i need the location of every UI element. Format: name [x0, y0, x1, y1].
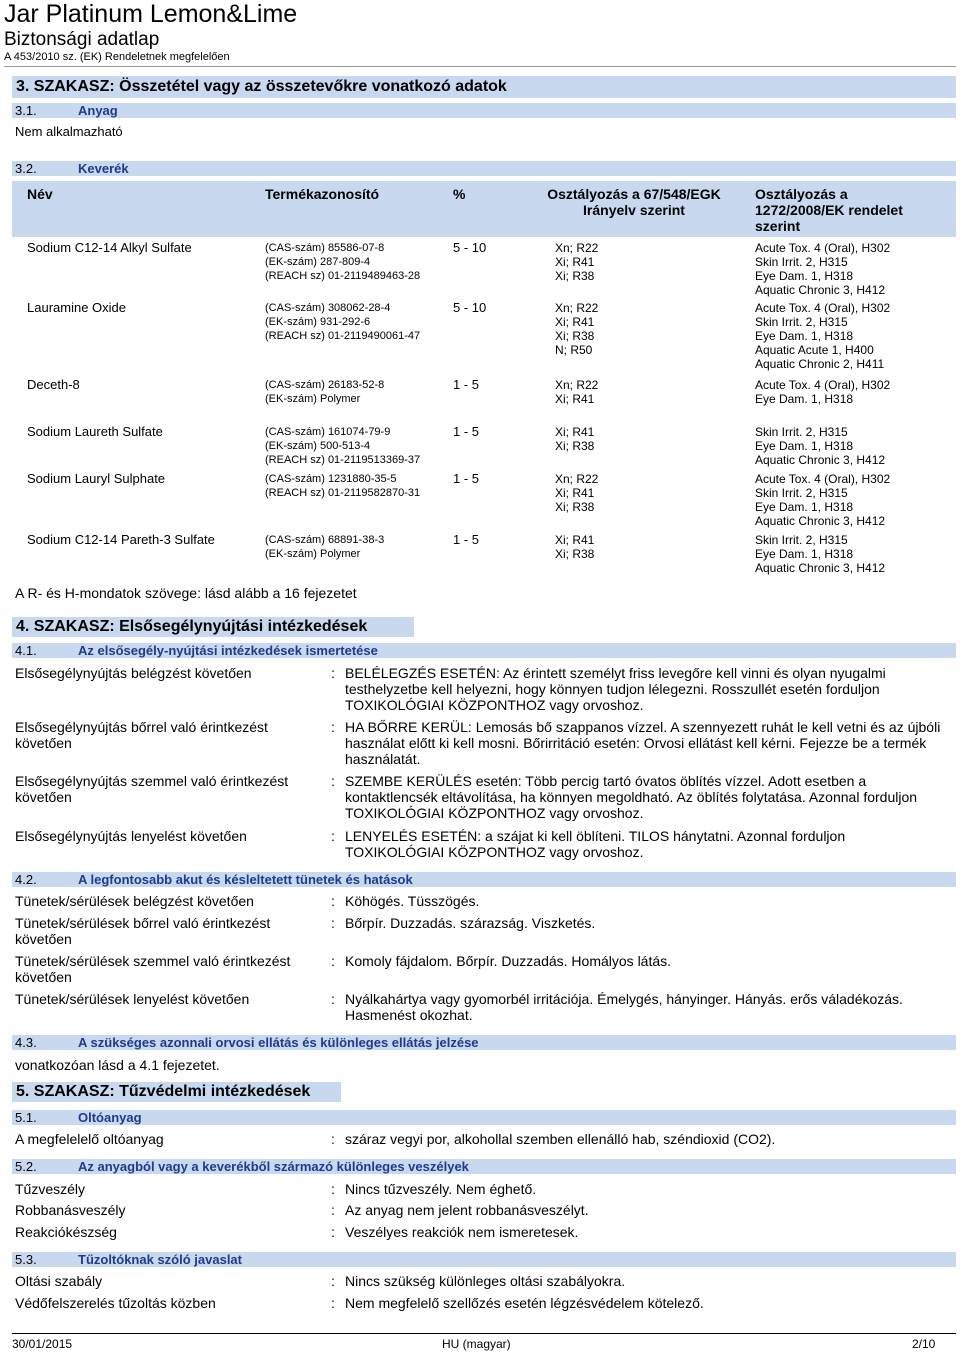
item-label-line: Elsősegélynyújtás belégzést követően [15, 665, 252, 681]
item-colon: : [331, 915, 335, 931]
header-percent: % [453, 186, 466, 202]
classification-line: Xi; R38 [555, 329, 595, 343]
classification-line: Eye Dam. 1, H318 [755, 329, 854, 343]
item-colon: : [331, 991, 335, 1007]
subsection-number: 4.1. [15, 643, 37, 658]
item-label-line: Tünetek/sérülések bőrrel való érintkezést [15, 915, 271, 931]
item-value [345, 828, 845, 860]
identifier-line: (EK-szám) 287-809-4 [265, 256, 371, 268]
item-colon: : [331, 719, 335, 735]
identifier-line: (EK-szám) 500-513-4 [265, 440, 371, 452]
component-identifiers [265, 472, 420, 500]
item-value-line: Köhögés. Tüsszögés. [345, 893, 480, 909]
classification-line: Acute Tox. 4 (Oral), H302 [755, 301, 891, 315]
classification-line: Skin Irrit. 2, H315 [755, 255, 848, 269]
subsection-number: 4.3. [15, 1035, 37, 1050]
item-value-line: Bőrpír. Duzzadás. szárazság. Viszketés. [345, 915, 596, 931]
item-label-line: Tünetek/sérülések belégzést követően [15, 893, 254, 909]
item-value: Nincs tűzveszély. Nem éghető. [345, 1181, 537, 1197]
subsection-label: A legfontosabb akut és késleltetett tünetek és hatások [78, 872, 413, 887]
item-label-line: követően [15, 735, 72, 751]
classification-line: Eye Dam. 1, H318 [755, 439, 854, 453]
classification-line: Aquatic Chronic 3, H412 [755, 561, 886, 575]
classification-67-548 [555, 425, 594, 453]
item-value [345, 953, 671, 969]
identifier-line: (REACH sz) 01-2119489463-28 [265, 270, 421, 282]
subsection-number: 5.1. [15, 1110, 37, 1125]
component-identifiers [265, 425, 420, 467]
item-value: száraz vegyi por, alkohollal szemben ellenálló hab, széndioxid (CO2). [345, 1131, 776, 1147]
component-name: Sodium Lauryl Sulphate [27, 471, 166, 486]
classification-line: Eye Dam. 1, H318 [755, 392, 854, 406]
subsection-3-2 [12, 161, 956, 176]
item-value [345, 991, 903, 1023]
classification-line: Skin Irrit. 2, H315 [755, 315, 848, 329]
subsection-label: Anyag [78, 103, 118, 118]
identifier-line: (REACH sz) 01-2119513369-37 [265, 454, 421, 466]
item-label [15, 953, 290, 985]
identifier-line: (CAS-szám) 68891-38-3 [265, 534, 385, 546]
classification-1272-2008 [755, 425, 885, 467]
section-4-heading: 4. SZAKASZ: Elsősegélynyújtási intézkedések [12, 617, 414, 637]
item-value: Nem megfelelő szellőzés esetén légzésvédelem kötelező. [345, 1295, 704, 1311]
item-value-line: LENYELÉS ESETÉN: a szájat ki kell öblíteni. TILOS hánytatni. Azonnal forduljon [345, 828, 846, 844]
classification-line: Skin Irrit. 2, H315 [755, 486, 848, 500]
footer-page-number: 2/10 [912, 1337, 936, 1351]
subsection-label: Oltóanyag [78, 1110, 142, 1125]
classification-line: Skin Irrit. 2, H315 [755, 425, 848, 439]
footer-divider [12, 1333, 956, 1334]
section-5-heading: 5. SZAKASZ: Tűzvédelmi intézkedések [12, 1082, 341, 1102]
item-value-line: Komoly fájdalom. Bőrpír. Duzzadás. Homályos látás. [345, 953, 672, 969]
item-label-line: Elsősegélynyújtás szemmel való érintkezést [15, 773, 289, 789]
classification-line: Xn; R22 [555, 241, 599, 255]
item-colon: : [331, 893, 335, 909]
subsection-3-1 [12, 103, 956, 118]
classification-line: Aquatic Chronic 2, H411 [755, 357, 885, 371]
identifier-line: (EK-szám) Polymer [265, 393, 361, 405]
item-label [15, 893, 254, 909]
header-name: Név [27, 186, 53, 202]
subsection-number: 5.2. [15, 1159, 37, 1174]
item-value-line: kontaktlencsék eltávolítása, ha könnyen megoldható. Az öblítés folytatása. Azonnal forduljon [345, 789, 918, 805]
item-label-line: követően [15, 931, 72, 947]
item-colon: : [331, 665, 335, 681]
item-label-line: Tünetek/sérülések lenyelést követően [15, 991, 250, 1007]
item-label [15, 719, 268, 751]
item-label: A megfelelelő oltóanyag [15, 1131, 164, 1147]
classification-line: Aquatic Acute 1, H400 [755, 343, 874, 357]
component-identifiers [265, 533, 384, 561]
item-value-line: testhelyzetbe kell helyezni, hogy könnyen tudjon lélegezni. Rosszullét esetén forduljon [345, 681, 880, 697]
subsection-label: Tűzoltóknak szóló javaslat [78, 1252, 242, 1267]
identifier-line: (EK-szám) 931-292-6 [265, 316, 371, 328]
component-percent: 5 - 10 [453, 240, 487, 255]
classification-67-548 [555, 533, 594, 561]
item-value [345, 915, 595, 931]
component-identifiers [265, 241, 420, 283]
classification-line: Xn; R22 [555, 378, 599, 392]
classification-line: Xn; R22 [555, 301, 599, 315]
subsection-5-2 [12, 1159, 956, 1174]
classification-line: Xi; R38 [555, 500, 595, 514]
header-class-67-548-line-2: Irányelv szerint [583, 202, 685, 218]
subsection-5-3 [12, 1252, 956, 1267]
subsection-label: Az elsősegély-nyújtási intézkedések ismertetése [78, 643, 378, 658]
identifier-line: (CAS-szám) 1231880-35-5 [265, 473, 397, 485]
component-percent: 1 - 5 [453, 471, 480, 486]
classification-line: Xi; R41 [555, 315, 595, 329]
item-colon: : [331, 1202, 335, 1218]
header-class-1272-line-2: 1272/2008/EK rendelet [755, 202, 903, 218]
component-percent: 1 - 5 [453, 424, 480, 439]
header-divider [4, 66, 956, 67]
item-label: Oltási szabály [15, 1273, 103, 1289]
item-label [15, 665, 252, 681]
document-title: Jar Platinum Lemon&Lime [4, 0, 298, 28]
footer-date: 30/01/2015 [12, 1337, 73, 1351]
medical-attention-note: vonatkozóan lásd a 4.1 fejezetet. [15, 1057, 220, 1073]
identifier-line: (REACH sz) 01-2119582870-31 [265, 487, 421, 499]
classification-line: Xi; R41 [555, 425, 595, 439]
subsection-4-1 [12, 643, 956, 658]
component-name: Lauramine Oxide [27, 300, 126, 315]
header-class-1272 [755, 186, 903, 234]
classification-line: Xi; R41 [555, 255, 595, 269]
item-value [345, 773, 917, 821]
item-value: Nincs szükség különleges oltási szabályokra. [345, 1273, 626, 1289]
item-label-line: Tünetek/sérülések szemmel való érintkezést [15, 953, 291, 969]
classification-line: Xi; R38 [555, 547, 595, 561]
document-subtitle: Biztonsági adatlap [4, 29, 160, 50]
item-colon: : [331, 1181, 335, 1197]
identifier-line: (CAS-szám) 161074-79-9 [265, 426, 391, 438]
classification-line: Xi; R41 [555, 392, 595, 406]
classification-line: N; R50 [555, 343, 593, 357]
identifier-line: (EK-szám) Polymer [265, 548, 361, 560]
subsection-number: 3.1. [15, 103, 37, 118]
header-class-67-548 [538, 186, 730, 218]
item-label: Tűzveszély [15, 1181, 86, 1197]
identifier-line: (CAS-szám) 85586-07-8 [265, 242, 385, 254]
classification-67-548 [555, 241, 598, 283]
subsection-label: Keverék [78, 161, 129, 176]
item-colon: : [331, 1131, 335, 1147]
classification-line: Eye Dam. 1, H318 [755, 500, 854, 514]
item-label [15, 773, 288, 805]
classification-line: Acute Tox. 4 (Oral), H302 [755, 378, 891, 392]
classification-line: Aquatic Chronic 3, H412 [755, 453, 886, 467]
r-h-phrases-note: A R- és H-mondatok szövege: lásd alább a 16 fejezetet [15, 585, 357, 601]
component-percent: 5 - 10 [453, 300, 487, 315]
item-value-line: Nyálkahártya vagy gyomorbél irritációja. Émelygés, hányinger. Hányás. erős váladékozás. [345, 991, 903, 1007]
classification-1272-2008 [755, 378, 890, 406]
subsection-4-2 [12, 872, 956, 887]
item-label [15, 828, 247, 844]
classification-67-548 [555, 301, 598, 357]
item-label: Robbanásveszély [15, 1202, 126, 1218]
subsection-number: 3.2. [15, 161, 37, 176]
component-name: Sodium C12-14 Alkyl Sulfate [27, 240, 192, 255]
subsection-5-1 [12, 1110, 956, 1125]
classification-line: Xi; R38 [555, 269, 595, 283]
subsection-4-3 [12, 1035, 956, 1050]
header-class-1272-line-3: szerint [755, 218, 801, 234]
component-name: Sodium C12-14 Pareth-3 Sulfate [27, 532, 215, 547]
header-class-1272-line-1: Osztályozás a [755, 186, 848, 202]
item-value-line: SZEMBE KERÜLÉS esetén: Több percig tartó óvatos öblítés vízzel. Adott esetben a [345, 773, 867, 789]
classification-line: Aquatic Chronic 3, H412 [755, 514, 886, 528]
regulation-line: A 453/2010 sz. (EK) Rendeletnek megfelelően [4, 51, 230, 63]
item-value: Az anyag nem jelent robbanásveszélyt. [345, 1202, 589, 1218]
item-value [345, 719, 940, 767]
item-value-line: használat előtt ki kell mosni. Bőrirritáció esetén: Orvosi ellátást kell kérni. Fejezze be a termék [345, 735, 927, 751]
classification-line: Xi; R41 [555, 486, 595, 500]
component-percent: 1 - 5 [453, 532, 480, 547]
header-class-67-548-line-1: Osztályozás a 67/548/EGK [547, 186, 721, 202]
classification-line: Xn; R22 [555, 472, 599, 486]
substance-note: Nem alkalmazható [15, 124, 123, 139]
component-name: Sodium Laureth Sulfate [27, 424, 163, 439]
classification-67-548 [555, 378, 598, 406]
classification-line: Skin Irrit. 2, H315 [755, 533, 848, 547]
classification-1272-2008 [755, 533, 885, 575]
item-value-line: TOXIKOLÓGIAI KÖZPONTHOZ vagy orvoshoz. [345, 697, 644, 713]
component-identifiers [265, 301, 420, 343]
footer-language: HU (magyar) [442, 1337, 511, 1351]
item-value [345, 665, 886, 713]
classification-line: Acute Tox. 4 (Oral), H302 [755, 472, 891, 486]
header-product-id: Termékazonosító [265, 186, 380, 202]
section-3-heading: 3. SZAKASZ: Összetétel vagy az összetevőkre vonatkozó adatok [12, 76, 956, 98]
item-colon: : [331, 1295, 335, 1311]
item-value-line: BELÉLEGZÉS ESETÉN: Az érintett személyt friss levegőre kell vinni és olyan nyugalmi [345, 665, 886, 681]
item-label-line: követően [15, 969, 72, 985]
item-label [15, 915, 270, 947]
item-label: Reakciókészség [15, 1224, 117, 1240]
classification-67-548 [555, 472, 598, 514]
item-value-line: HA BŐRRE KERÜL: Lemosás bő szappanos vízzel. A szennyezett ruhát le kell vetni és az újbóli [345, 719, 941, 735]
item-value-line: használatát. [345, 751, 421, 767]
identifier-line: (CAS-szám) 26183-52-8 [265, 379, 385, 391]
classification-line: Acute Tox. 4 (Oral), H302 [755, 241, 891, 255]
identifier-line: (CAS-szám) 308062-28-4 [265, 302, 391, 314]
item-value-line: TOXIKOLÓGIAI KÖZPONTHOZ vagy orvoshoz. [345, 805, 644, 821]
item-label [15, 991, 249, 1007]
component-name: Deceth-8 [27, 377, 80, 392]
item-label-line: Elsősegélynyújtás bőrrel való érintkezést [15, 719, 268, 735]
identifier-line: (REACH sz) 01-2119490061-47 [265, 330, 421, 342]
item-colon: : [331, 1273, 335, 1289]
item-label-line: Elsősegélynyújtás lenyelést követően [15, 828, 247, 844]
classification-1272-2008 [755, 472, 890, 528]
item-value [345, 893, 479, 909]
item-colon: : [331, 828, 335, 844]
item-value-line: Hasmenést okozhat. [345, 1007, 473, 1023]
classification-1272-2008 [755, 241, 890, 297]
classification-line: Eye Dam. 1, H318 [755, 269, 854, 283]
classification-1272-2008 [755, 301, 890, 371]
classification-line: Xi; R38 [555, 439, 595, 453]
subsection-label: Az anyagból vagy a keverékből származó különleges veszélyek [78, 1159, 469, 1174]
component-identifiers [265, 378, 384, 406]
item-value-line: TOXIKOLÓGIAI KÖZPONTHOZ vagy orvoshoz. [345, 844, 644, 860]
item-colon: : [331, 1224, 335, 1240]
item-value: Veszélyes reakciók nem ismeretesek. [345, 1224, 579, 1240]
subsection-number: 4.2. [15, 872, 37, 887]
component-percent: 1 - 5 [453, 377, 480, 392]
classification-line: Eye Dam. 1, H318 [755, 547, 854, 561]
item-colon: : [331, 773, 335, 789]
classification-line: Xi; R41 [555, 533, 595, 547]
subsection-label: A szükséges azonnali orvosi ellátás és különleges ellátás jelzése [78, 1035, 479, 1050]
item-label: Védőfelszerelés tűzoltás közben [15, 1295, 216, 1311]
classification-line: Aquatic Chronic 3, H412 [755, 283, 886, 297]
item-label-line: követően [15, 789, 72, 805]
subsection-number: 5.3. [15, 1252, 37, 1267]
item-colon: : [331, 953, 335, 969]
